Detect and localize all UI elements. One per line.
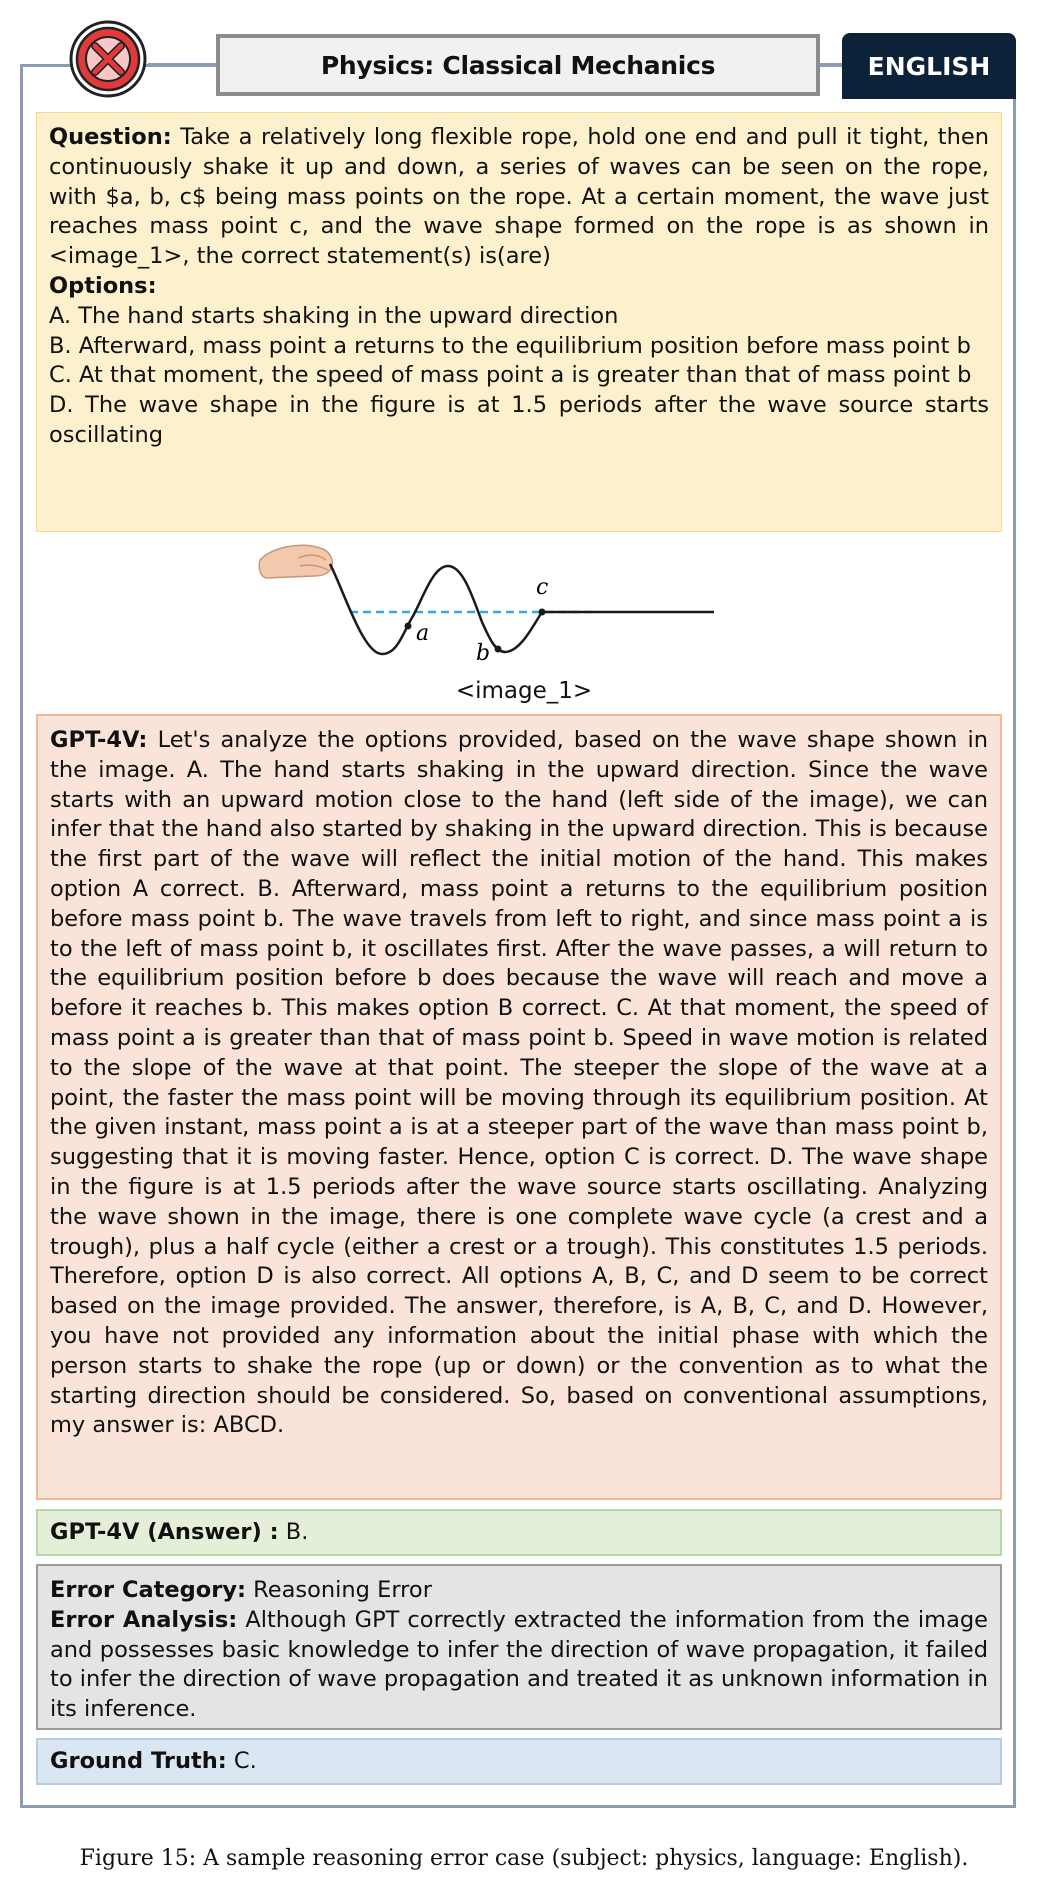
ground-truth-value: C. [233, 1748, 257, 1774]
figure-caption: Figure 15: A sample reasoning error case (subject: physics, language: English). [79, 1846, 969, 1871]
header-line-right [820, 63, 842, 66]
point-a [405, 623, 412, 630]
error-analysis-row [50, 1606, 988, 1725]
gpt-response-box [36, 714, 1002, 1500]
gpt-text: Let's analyze the options provided, based on the wave shape shown in the image. A. The hand starts shaking in the upward direction. Since the wave starts with an upward motion close to the hand (left side of the image), we can infer that the hand also started by shaking in the upward direction. This is because the first part of the wave will reflect the initial motion of the hand. This makes option A correct. B. Afterward, mass point a returns to the equilibrium position before mass point b. The wave travels from left to right, and since mass point a is to the left of mass point b, it oscillates first. After the wave passes, a will return to the equilibrium position before b does because the wave will reach and move a before it reaches b. This makes option B correct. C. At that moment, the speed of mass point a is greater than that of mass point b. Speed in wave motion is related to the slope of the wave at that point. The steeper the slope of the wave at a point, the faster the mass point will be moving through its equilibrium position. At the given instant, mass point a is at a steeper part of the wave than mass point b, suggesting that it is moving faster. Hence, option C is correct. D. The wave shape in the figure is at 1.5 periods after the wave source starts oscillating. Analyzing the wave shown in the image, there is one complete wave cycle (a crest and a trough), plus a half cycle (either a crest or a trough). This constitutes 1.5 periods. Therefore, option D is also correct. All options A, B, C, and D seem to be correct based on the image provided. The answer, therefore, is A, B, C, and D. However, you have not provided any information about the initial phase with which the person starts to shake the rope (up or down) or the convention as to what the starting direction should be considered. So, based on conventional assumptions, my answer is: ABCD. [50, 727, 988, 1439]
gpt-answer-box [36, 1509, 1002, 1556]
option-d: D. The wave shape in the figure is at 1.5 periods after the wave source starts oscillating [49, 392, 989, 448]
options-label: Options: [49, 272, 157, 299]
wave-figure [248, 536, 796, 676]
ground-truth-label: Ground Truth: [50, 1748, 227, 1774]
subject-title: Physics: Classical Mechanics [216, 34, 820, 96]
option-c: C. At that moment, the speed of mass point a is greater than that of mass point b [49, 362, 972, 389]
language-tab: ENGLISH [842, 33, 1016, 99]
option-b: B. Afterward, mass point a returns to the equilibrium position before mass point b [49, 332, 971, 359]
point-c [539, 609, 546, 616]
error-box [36, 1564, 1002, 1730]
point-b-label: b [476, 641, 491, 666]
point-b [495, 646, 502, 653]
error-x-icon [68, 19, 148, 99]
question-paragraph [49, 123, 989, 272]
error-category-value: Reasoning Error [253, 1577, 432, 1603]
option-a: A. The hand starts shaking in the upward direction [49, 302, 619, 329]
ground-truth-box [36, 1738, 1002, 1785]
question-box [36, 112, 1002, 532]
gpt-answer-label: GPT-4V (Answer) : [50, 1519, 279, 1545]
image-label: <image_1> [455, 678, 593, 704]
point-a-label: a [416, 621, 430, 646]
wave-curve [330, 564, 542, 654]
hand-illustration [259, 545, 332, 578]
gpt-label: GPT-4V: [50, 727, 148, 753]
point-c-label: c [536, 575, 549, 600]
error-analysis-label: Error Analysis: [50, 1606, 238, 1633]
error-analysis-text: Although GPT correctly extracted the information from the image and possesses basic knowledge to infer the direction of wave propagation, it failed to infer the direction of wave propagation and treated it as unknown information in its inference. [50, 1606, 988, 1723]
question-text: Take a relatively long flexible rope, hold one end and pull it tight, then continuously shake it up and down, a series of waves can be seen on the rope, with $a, b, c$ being mass points on the rope. At a certain moment, the wave just reaches mass point c, and the wave shape formed on the rope is as shown in <image_1>, the correct statement(s) is(are) [49, 124, 989, 270]
question-label: Question: [49, 124, 172, 150]
header-line-left [148, 63, 216, 66]
error-category-label: Error Category: [50, 1577, 246, 1603]
gpt-answer-value: B. [285, 1519, 309, 1545]
error-category-row [50, 1576, 988, 1606]
